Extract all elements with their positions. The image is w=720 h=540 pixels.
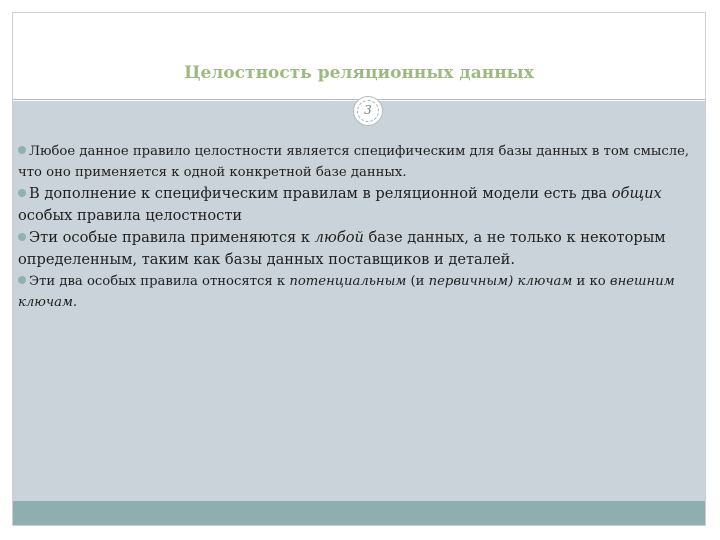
bullet-emphasis: потенциальным xyxy=(289,274,407,289)
content-area xyxy=(13,101,705,501)
bullet-icon xyxy=(18,276,26,284)
slide-number-badge xyxy=(353,96,383,126)
bullet-item-4 xyxy=(18,271,700,313)
bullet-emphasis: ключам xyxy=(517,274,573,289)
bullet-icon xyxy=(18,146,26,154)
bullet-emphasis: внешним ключам. xyxy=(18,274,675,310)
bullet-emphasis: общих xyxy=(611,185,662,202)
bullet-icon xyxy=(18,189,26,197)
bullet-item-3 xyxy=(18,227,700,271)
slide-title: Целостность реляционных данных xyxy=(184,63,534,83)
bullet-text: Любое данное правило целостности является специфическим для базы данных в том смысле, что оно применяется к одной конкретной базе данных. xyxy=(18,144,690,180)
bullet-text: В дополнение к специфическим правилам в реляционной модели есть два xyxy=(29,185,612,202)
bullet-icon xyxy=(18,233,26,241)
slide-number: 3 xyxy=(364,103,372,117)
bullet-text: и ко xyxy=(572,274,610,289)
bullet-text: Эти два особых правила относятся к xyxy=(29,274,290,289)
slide xyxy=(12,12,706,526)
bullet-item-2 xyxy=(18,183,700,227)
bullet-text: особых правила целостности xyxy=(18,207,243,224)
bullet-emphasis: первичным) xyxy=(428,274,514,289)
bullet-item-1 xyxy=(18,141,700,183)
bullet-text: Эти особые правила применяются к xyxy=(29,229,315,246)
bullet-list xyxy=(18,141,700,313)
title-area xyxy=(13,13,705,101)
bullet-text: (и xyxy=(406,274,429,289)
bullet-text: базе данных, а не только к некоторым определенным, таким как базы данных поставщиков и деталей. xyxy=(18,229,666,268)
footer-bar xyxy=(13,501,705,525)
bullet-emphasis: любой xyxy=(314,229,364,246)
